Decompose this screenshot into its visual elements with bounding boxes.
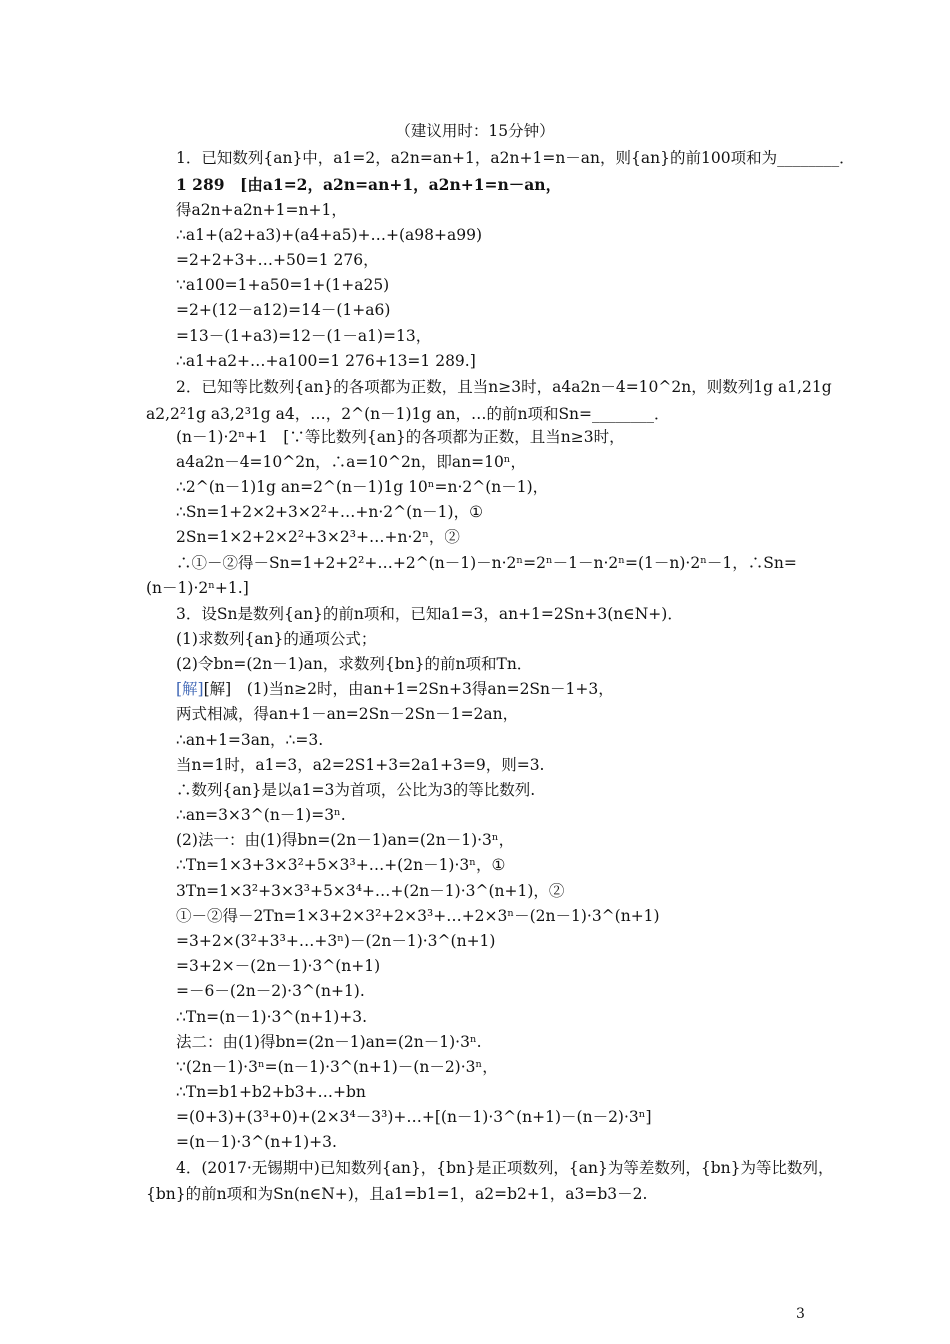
problem-1-line: ∴a1+a2+…+a100=1 276+13=1 289.] <box>176 352 476 370</box>
solution-tag: [解] <box>176 680 204 698</box>
problem-3-line: ∴Tn=(n－1)·3^(n+1)+3. <box>176 1008 368 1026</box>
problem-3-line: ∴Tn=1×3+3×3²+5×3³+…+(2n－1)·3ⁿ，① <box>176 856 506 874</box>
problem-3-line: 当n=1时，a1=3，a2=2S1+3=2a1+3=9，则=3. <box>176 756 545 774</box>
problem-3-line: =－6－(2n－2)·3^(n+1). <box>176 982 365 1000</box>
time-hint: （建议用时：15分钟） <box>395 122 555 140</box>
problem-2-answer: (n－1)·2ⁿ+1 [∵等比数列{an}的各项都为正数，且当n≥3时， <box>176 428 625 446</box>
problem-3-solution <box>176 679 614 699</box>
problem-3-statement: 3．设Sn是数列{an}的前n项和，已知a1=3，an+1=2Sn+3(n∈N+)． <box>176 605 683 623</box>
solution-line: [解] (1)当n≥2时，由an+1=2Sn+3得an=2Sn－1+3， <box>203 680 614 698</box>
problem-3-line: (2)法一：由(1)得bn=(2n－1)an=(2n－1)·3ⁿ， <box>176 831 515 849</box>
problem-1-line: 得a2n+a2n+1=n+1， <box>176 201 347 219</box>
problem-4-statement: 4．(2017·无锡期中)已知数列{an}，{bn}是正项数列，{an}为等差数列，{bn}为等比数列， <box>176 1159 834 1177</box>
problem-3-line: 法二：由(1)得bn=(2n－1)an=(2n－1)·3ⁿ. <box>176 1033 482 1051</box>
problem-1-line: ∴a1+(a2+a3)+(a4+a5)+…+(a98+a99) <box>176 226 482 244</box>
problem-4-statement-cont: {bn}的前n项和为Sn(n∈N+)，且a1=b1=1，a2=b2+1，a3=b3－2. <box>146 1185 648 1203</box>
problem-3-line: =3+2×(3²+3³+…+3ⁿ)－(2n－1)·3^(n+1) <box>176 932 496 950</box>
problem-1-line: =2+2+3+…+50=1 276， <box>176 251 379 269</box>
problem-3-line: ①－②得－2Tn=1×3+2×3²+2×3³+…+2×3ⁿ－(2n－1)·3^(n+1) <box>176 907 660 925</box>
problem-3-line: =(0+3)+(3³+0)+(2×3⁴－3³)+…+[(n－1)·3^(n+1)－(n－2)·3ⁿ] <box>176 1108 652 1126</box>
problem-3-line: =(n－1)·3^(n+1)+3. <box>176 1133 337 1151</box>
problem-3-part-1: (1)求数列{an}的通项公式； <box>176 630 377 648</box>
problem-2-statement-cont: a2,2²1g a3,2³1g a4，…，2^(n－1)1g an，…的前n项和Sn=________． <box>146 405 670 423</box>
problem-2-statement: 2．已知等比数列{an}的各项都为正数，且当n≥3时，a4a2n－4=10^2n，则数列1g a1,21g <box>176 378 832 396</box>
problem-1-line: =2+(12－a12)=14－(1+a6) <box>176 301 391 319</box>
problem-1-answer: 1 289 [由a1=2，a2n=an+1，a2n+1=n－an， <box>176 175 562 194</box>
problem-3-line: ∴数列{an}是以a1=3为首项，公比为3的等比数列. <box>176 781 536 799</box>
problem-3-line: ∵(2n－1)·3ⁿ=(n－1)·3^(n+1)－(n－2)·3ⁿ， <box>176 1058 498 1076</box>
problem-2-line: a4a2n－4=10^2n，∴a=10^2n，即an=10ⁿ， <box>176 453 527 471</box>
problem-3-line: ∴an=3×3^(n－1)=3ⁿ. <box>176 806 346 824</box>
problem-1-statement: 1．已知数列{an}中，a1=2，a2n=an+1，a2n+1=n－an，则{an}的前100项和为________． <box>176 149 855 167</box>
problem-3-line: =3+2×－(2n－1)·3^(n+1) <box>176 957 381 975</box>
problem-3-part-2: (2)令bn=(2n－1)an，求数列{bn}的前n项和Tn． <box>176 655 533 673</box>
problem-1-line: ∵a100=1+a50=1+(1+a25) <box>176 276 390 294</box>
problem-2-line: (n－1)·2ⁿ+1.] <box>146 579 249 597</box>
page-number: 3 <box>796 1306 805 1322</box>
problem-2-line: ∴2^(n－1)1g an=2^(n－1)1g 10ⁿ=n·2^(n－1)， <box>176 478 549 496</box>
problem-2-line: 2Sn=1×2+2×2²+3×2³+…+n·2ⁿ，② <box>176 528 460 546</box>
problem-2-line: ∴Sn=1+2×2+3×2²+…+n·2^(n－1)，① <box>176 503 483 521</box>
problem-3-line: ∴Tn=b1+b2+b3+…+bn <box>176 1083 366 1101</box>
problem-3-line: ∴an+1=3an，∴=3. <box>176 731 324 749</box>
problem-3-line: 3Tn=1×3²+3×3³+5×3⁴+…+(2n－1)·3^(n+1)，② <box>176 882 565 900</box>
problem-2-line: ∴①－②得－Sn=1+2+2²+…+2^(n－1)－n·2ⁿ=2ⁿ－1－n·2ⁿ=(1－n)·2ⁿ－1，∴Sn= <box>176 554 797 572</box>
problem-1-line: =13－(1+a3)=12－(1－a1)=13， <box>176 327 432 345</box>
problem-3-line: 两式相减，得an+1－an=2Sn－2Sn－1=2an， <box>176 705 519 723</box>
